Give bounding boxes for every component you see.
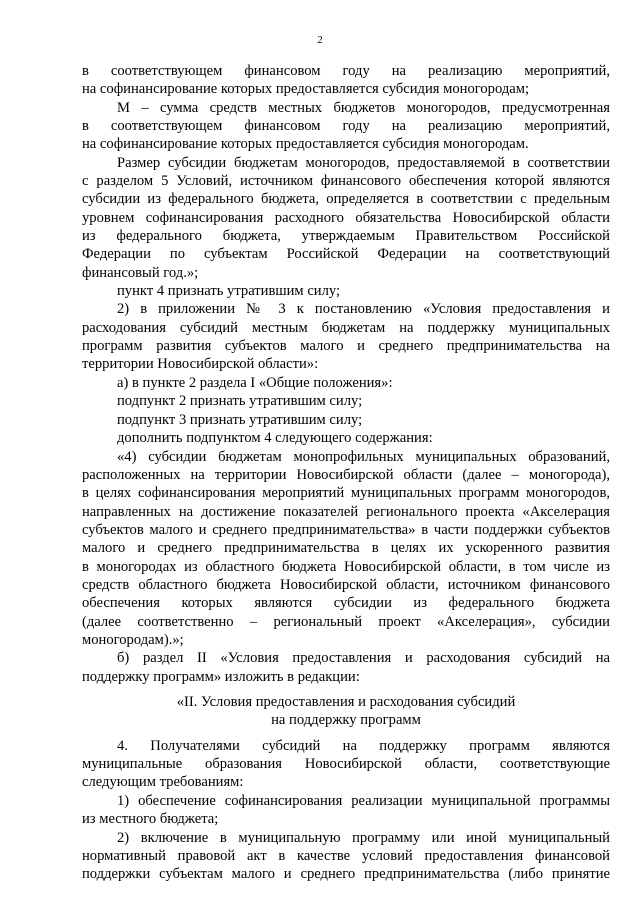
text-line: субсидии из федерального бюджета, определяется в соответствии с предельным — [82, 191, 610, 207]
text-line: 1) обеспечение софинансирования реализации муниципальной программы — [117, 793, 610, 809]
text-line: субъектов малого и среднего предпринимательства» в части поддержки субъектов — [82, 522, 610, 538]
text-line: 2) в приложении № 3 к постановлению «Условия предоставления и — [117, 301, 610, 317]
text-line: подпункт 2 признать утратившим силу; — [117, 393, 363, 409]
text-line: расходования субсидий местным бюджетам на поддержку муниципальных — [82, 320, 610, 336]
text-line: расположенных на территории Новосибирской области (далее – моногорода), — [82, 467, 610, 483]
text-line: в соответствующем финансовом году на реализацию мероприятий, — [82, 118, 610, 134]
text-line: подпункт 3 признать утратившим силу; — [117, 412, 363, 428]
text-line: средств областного бюджета Новосибирской области, источником финансового — [82, 577, 610, 593]
text-line: из федерального бюджета, утверждаемым Правительством Российской — [82, 228, 610, 244]
text-line: моногородам).»; — [82, 632, 184, 648]
section-heading: на поддержку программ — [271, 712, 421, 728]
text-line: из местного бюджета; — [82, 811, 219, 827]
text-line: нормативный правовой акт в качестве условий предоставления финансовой — [82, 848, 610, 864]
text-line: обеспечения которых являются субсидии из федерального бюджета — [82, 595, 610, 611]
text-line: с разделом 5 Условий, источником финансового обеспечения которой являются — [82, 173, 610, 189]
text-line: территории Новосибирской области»: — [82, 356, 319, 372]
text-line: Размер субсидии бюджетам моногородов, предоставляемой в соответствии — [117, 155, 610, 171]
text-line: малого и среднего предпринимательства в целях их ускоренного развития — [82, 540, 610, 556]
section-heading: «II. Условия предоставления и расходования субсидий — [176, 694, 516, 710]
text-line: дополнить подпунктом 4 следующего содержания: — [117, 430, 433, 446]
text-line: M – сумма средств местных бюджетов моногородов, предусмотренная — [117, 100, 610, 116]
text-line: на софинансирование которых предоставляется субсидия моногородам; — [82, 81, 530, 97]
text-line: уровнем софинансирования расходного обязательства Новосибирской области — [82, 210, 610, 226]
text-line: в соответствующем финансовом году на реализацию мероприятий, — [82, 63, 610, 79]
text-line: поддержку программ» изложить в редакции: — [82, 669, 360, 685]
text-line: направленных на достижение показателей регионального проекта «Акселерация — [82, 504, 610, 520]
text-line: пункт 4 признать утратившим силу; — [117, 283, 341, 299]
text-line: Федерации по субъектам Российской Федерации на соответствующий — [82, 246, 610, 262]
text-line: программ развития субъектов малого и среднего предпринимательства на — [82, 338, 610, 354]
text-line: муниципальные образования Новосибирской области, соответствующие — [82, 756, 610, 772]
text-line: б) раздел II «Условия предоставления и расходования субсидий на — [117, 650, 610, 666]
text-line: в целях софинансирования мероприятий муниципальных программ моногородов, — [82, 485, 610, 501]
text-line: «4) субсидии бюджетам монопрофильных муниципальных образований, — [117, 449, 610, 465]
text-line: финансовый год.»; — [82, 265, 199, 281]
text-line: на софинансирование которых предоставляется субсидия моногородам. — [82, 136, 529, 152]
text-line: в моногородах из областного бюджета Новосибирской области, в том числе из — [82, 559, 610, 575]
text-line: (далее соответственно – региональный проект «Акселерация», субсидии — [82, 614, 610, 630]
text-line: следующим требованиям: — [82, 774, 244, 790]
text-line: 2) включение в муниципальную программу или иной муниципальный — [117, 830, 610, 846]
text-line: а) в пункте 2 раздела I «Общие положения»: — [117, 375, 393, 391]
text-line: 4. Получателями субсидий на поддержку программ являются — [117, 738, 610, 754]
text-line: поддержки субъектам малого и среднего предпринимательства (либо принятие — [82, 866, 610, 882]
page-number: 2 — [317, 34, 323, 46]
